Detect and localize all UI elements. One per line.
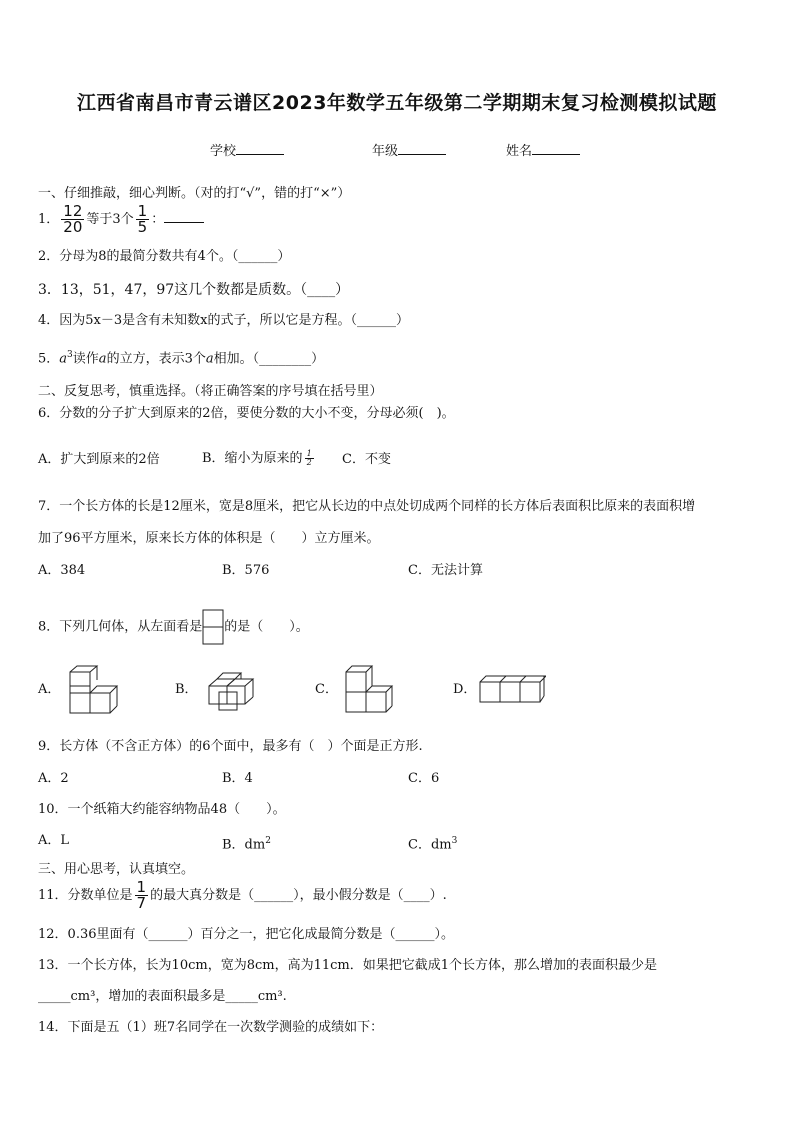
q6-option-a[interactable]: A．扩大到原来的2倍 <box>38 452 160 467</box>
q9-option-b[interactable]: B．4 <box>222 771 253 786</box>
question-14: 14．下面是五（1）班7名同学在一次数学测验的成绩如下： <box>38 1020 384 1035</box>
question-3: 3．13，51，47，97这几个数都是质数。（____） <box>38 282 350 298</box>
q8-option-d-label[interactable]: D． <box>453 682 477 697</box>
q8-option-d-cube-figure[interactable] <box>478 674 546 704</box>
q8-option-b-label[interactable]: B． <box>175 682 198 697</box>
question-7-line-2: 加了96平方厘米，原来长方体的体积是（ ）立方厘米。 <box>38 531 380 546</box>
question-13-line-1: 13．一个长方体，长为10cm，宽为8cm，高为11cm．如果把它截成1个长方体，那么增加的表面积最少是 <box>38 958 657 973</box>
section-2-heading: 二、反复思考，慎重选择。（将正确答案的序号填在括号里） <box>38 384 383 399</box>
q8-option-a-cube-figure[interactable] <box>68 664 124 716</box>
q9-option-a[interactable]: A．2 <box>38 771 69 786</box>
q10-option-a[interactable]: A．L <box>38 833 70 848</box>
q8-option-a-label[interactable]: A． <box>38 682 61 697</box>
name-blank[interactable] <box>532 142 580 155</box>
grade-field[interactable] <box>372 142 446 160</box>
school-label: 学校 <box>210 144 237 159</box>
question-8: 8．下列几何体，从左面看是 的是（ ）。 <box>38 609 309 645</box>
question-12: 12．0.36里面有（______）百分之一，把它化成最简分数是（______）。 <box>38 927 454 942</box>
q10-option-b[interactable]: B．$dm^2$ <box>222 836 271 853</box>
q7-option-c[interactable]: C．无法计算 <box>408 563 483 578</box>
section-3-heading: 三、用心思考，认真填空。 <box>38 862 195 877</box>
question-13-line-2: _____cm³，增加的表面积最多是_____cm³. <box>38 989 287 1004</box>
question-9: 9．长方体（不含正方体）的6个面中，最多有（ ）个面是正方形. <box>38 739 423 754</box>
question-11: 11．分数单位是 $\frac{1}{7}$ 的最大真分数是（______），最小假分数是（____）. <box>38 878 447 912</box>
q8-option-b-cube-figure[interactable] <box>205 670 257 712</box>
question-10: 10．一个纸箱大约能容纳物品48（ ）。 <box>38 802 286 817</box>
q10-option-c[interactable]: C．$dm^3$ <box>408 836 458 853</box>
left-view-figure <box>202 609 224 645</box>
page-title: 江西省南昌市青云谱区2023年数学五年级第二学期期末复习检测模拟试题 <box>77 92 717 114</box>
q7-option-b[interactable]: B．576 <box>222 563 270 578</box>
question-7-line-1: 7．一个长方体的长是12厘米，宽是8厘米，把它从长边的中点处切成两个同样的长方体后表面积比原来的表面积增 <box>38 499 696 514</box>
q1-answer-blank[interactable] <box>164 210 204 223</box>
question-4: 4．因为5x－3是含有未知数x的式子，所以它是方程。（______） <box>38 313 409 328</box>
school-field[interactable] <box>210 142 284 160</box>
question-2: 2．分母为8的最简分数共有4个。（______） <box>38 249 291 264</box>
q6-option-c[interactable]: C．不变 <box>342 452 391 467</box>
question-6: 6．分数的分子扩大到原来的2倍，要使分数的大小不变，分母必须( )。 <box>38 406 455 421</box>
question-1: 1． $\frac{12}{20}$ 等于3个 $\frac{1}{5}$ ： <box>38 204 204 235</box>
name-label: 姓名 <box>506 144 533 159</box>
grade-label: 年级 <box>372 144 399 159</box>
section-1-heading: 一、仔细推敲，细心判断。（对的打“√”，错的打“×”） <box>38 186 351 201</box>
q9-option-c[interactable]: C．6 <box>408 771 440 786</box>
q8-option-c-label[interactable]: C． <box>315 682 338 697</box>
name-field[interactable] <box>506 142 580 160</box>
q8-option-c-cube-figure[interactable] <box>344 664 394 716</box>
grade-blank[interactable] <box>398 142 446 155</box>
q6-option-b[interactable]: B．缩小为原来的 $\frac{1}{2}$ <box>202 449 312 467</box>
school-blank[interactable] <box>236 142 284 155</box>
question-5: 5．$a^3$读作a的立方，表示3个a相加。（________） <box>38 350 325 367</box>
q7-option-a[interactable]: A．384 <box>38 563 86 578</box>
